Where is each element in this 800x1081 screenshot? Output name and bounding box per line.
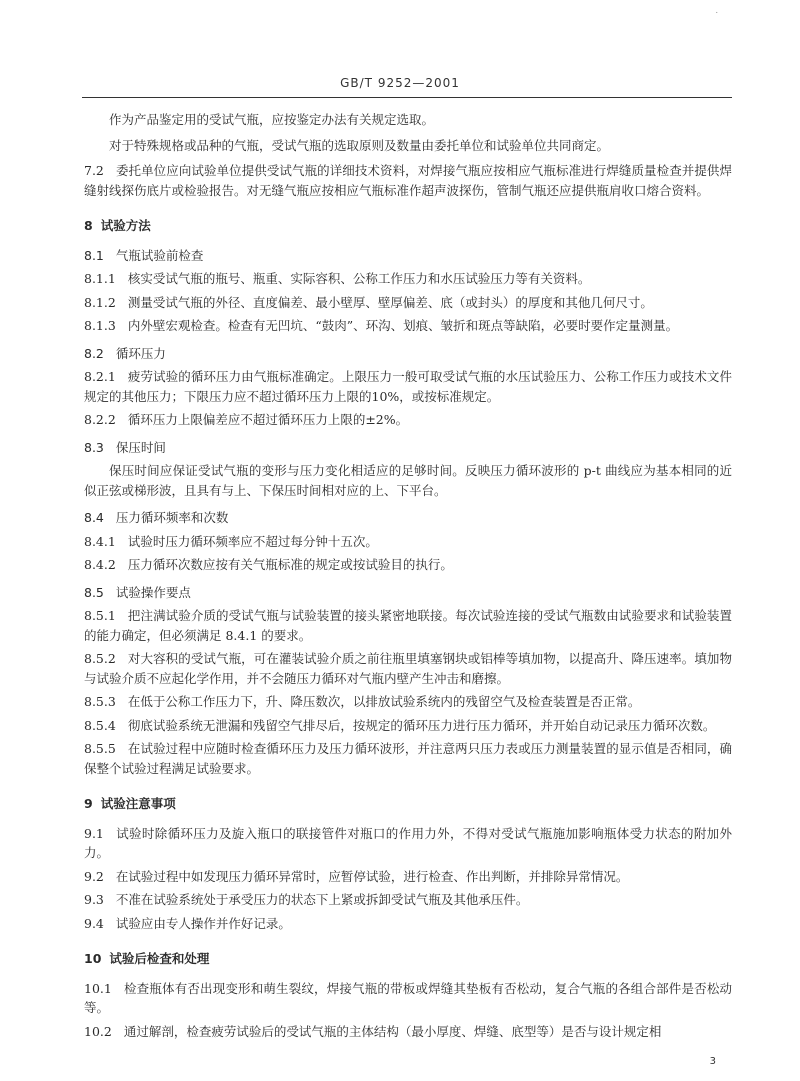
standard-number-header: GB/T 9252—2001	[340, 76, 460, 90]
clause-text: 把注满试验介质的受试气瓶与试验装置的接头紧密地联接。每次试验连接的受试气瓶数由试验要求和试验装置的能力确定，但必须满足 8.4.1 的要求。	[84, 608, 732, 643]
header-rule	[82, 97, 732, 98]
clause-text: 疲劳试验的循环压力由气瓶标准确定。上限压力一般可取受试气瓶的水压试验压力、公称工作压力或技术文件规定的其他压力；下限压力应不超过循环压力上限的10%，或按标准规定。	[84, 369, 732, 404]
clause-number: 10.1	[84, 980, 112, 996]
clause-number: 9.1	[84, 825, 104, 841]
clause-text: 试验时压力循环频率应不超过每分钟十五次。	[127, 533, 378, 549]
clause-number: 8.4.1	[84, 533, 116, 549]
page-number: 3	[709, 1056, 716, 1067]
paragraph: 作为产品鉴定用的受试气瓶，应按鉴定办法有关规定选取。	[109, 112, 435, 127]
clause-text: 试验应由专人操作并作好记录。	[115, 915, 291, 931]
clause	[84, 606, 732, 645]
clause	[84, 739, 732, 778]
clause-number: 8.1.1	[84, 271, 116, 286]
clause-number: 8.5.5	[84, 741, 116, 756]
clause-number: 8.2	[84, 345, 104, 361]
clause-number: 8.1	[84, 247, 104, 263]
clause	[84, 161, 732, 200]
clause-number: 8.5.1	[84, 608, 116, 623]
clause	[84, 692, 732, 712]
clause-text: 试验方法	[100, 218, 151, 233]
clause-text: 保压时间	[115, 439, 166, 455]
clause-text: 委托单位应向试验单位提供受试气瓶的详细技术资料，对焊接气瓶应按相应气瓶标准进行焊缝质量检查并提供焊缝射线探伤底片或检验报告。对无缝气瓶应按相应气瓶标准作超声波探伤，管制气瓶还应提供瓶肩收口熔合资料。	[84, 163, 732, 198]
clause	[84, 316, 732, 336]
clause	[84, 1022, 732, 1042]
clause	[84, 824, 732, 863]
clause	[84, 293, 732, 313]
clause-number: 8.5.3	[84, 694, 116, 709]
clause	[84, 649, 732, 688]
section-heading	[84, 949, 732, 969]
clause-text: 试验操作要点	[115, 584, 191, 600]
clause-text: 压力循环频率和次数	[115, 510, 229, 525]
clause-number: 9.2	[84, 868, 104, 884]
clause-text: 试验时除循环压力及旋入瓶口的联接管件对瓶口的作用力外，不得对受试气瓶施加影响瓶体受力状态的附加外力。	[84, 825, 732, 860]
clause	[84, 532, 732, 552]
document-body	[84, 110, 732, 1045]
clause-text: 循环压力	[115, 345, 166, 361]
clause-number: 8.3	[84, 439, 104, 455]
corner-mark: .	[715, 6, 718, 15]
clause-number: 8.2.2	[84, 412, 116, 427]
clause	[84, 555, 732, 575]
clause	[84, 979, 732, 1018]
clause-text: 在低于公称工作压力下，升、降压数次，以排放试验系统内的残留空气及检查装置是否正常。	[127, 694, 641, 709]
paragraph: 对于特殊规格或品种的气瓶，受试气瓶的选取原则及数量由委托单位和试验单位共同商定。	[109, 137, 610, 153]
clause-text: 试验注意事项	[100, 796, 176, 811]
clause-number: 8.1.2	[84, 294, 116, 310]
clause	[84, 367, 732, 406]
subsection-heading	[84, 583, 732, 603]
clause-number: 8.2.1	[84, 369, 116, 384]
clause	[84, 914, 732, 934]
clause-text: 内外壁宏观检查。检查有无凹坑、“鼓肉”、环沟、划痕、皱折和斑点等缺陷，必要时要作定量测量。	[127, 318, 679, 333]
clause-number: 9	[84, 796, 93, 811]
clause	[84, 269, 732, 289]
clause-number: 8.5.2	[84, 651, 116, 666]
clause	[84, 410, 732, 430]
clause-number: 8.4.2	[84, 557, 116, 572]
section-heading	[84, 794, 732, 814]
clause-text: 在试验过程中如发现压力循环异常时，应暂停试验，进行检查、作出判断，并排除异常情况。	[115, 868, 629, 884]
subsection-heading	[84, 508, 732, 528]
clause-text: 彻底试验系统无泄漏和残留空气排尽后，按规定的循环压力进行压力循环，并开始自动记录压力循环次数。	[127, 717, 716, 733]
clause-text: 压力循环次数应按有关气瓶标准的规定或按试验目的执行。	[127, 557, 453, 572]
clause-number: 7.2	[84, 163, 104, 178]
clause-number: 8	[84, 218, 93, 233]
subsection-heading	[84, 438, 732, 458]
paragraph: 保压时间应保证受试气瓶的变形与压力变化相适应的足够时间。反映压力循环波形的 p-t 曲线应为基本相同的近似正弦或梯形波，且具有与上、下保压时间相对应的上、下平台。	[84, 463, 732, 498]
clause	[84, 867, 732, 887]
clause-text: 循环压力上限偏差应不超过循环压力上限的±2%。	[127, 412, 409, 427]
clause-number: 8.4	[84, 510, 104, 525]
clause-number: 9.3	[84, 892, 104, 907]
clause-text: 试验后检查和处理	[109, 951, 210, 966]
clause-number: 9.4	[84, 915, 104, 931]
clause-number: 8.5	[84, 584, 104, 600]
clause-text: 不准在试验系统处于承受压力的状态下上紧或拆卸受试气瓶及其他承压件。	[115, 892, 529, 907]
clause-text: 核实受试气瓶的瓶号、瓶重、实际容积、公称工作压力和水压试验压力等有关资料。	[127, 271, 591, 286]
clause-number: 8.5.4	[84, 717, 116, 733]
clause-number: 8.1.3	[84, 318, 116, 333]
subsection-heading	[84, 344, 732, 364]
clause-number: 10.2	[84, 1023, 112, 1039]
clause-number: 10	[84, 951, 102, 966]
clause-text: 通过解剖，检查疲劳试验后的受试气瓶的主体结构（最小厚度、焊缝、底型等）是否与设计规定相	[123, 1023, 662, 1039]
clause-text: 对大容积的受试气瓶，可在灌装试验介质之前往瓶里填塞钢块或铝棒等填加物，以提高升、降压速率。填加物与试验介质不应起化学作用，并不会随压力循环对气瓶内壁产生冲击和磨擦。	[84, 651, 732, 686]
clause-text: 测量受试气瓶的外径、直度偏差、最小壁厚、壁厚偏差、底（或封头）的厚度和其他几何尺寸。	[127, 294, 653, 310]
clause-text: 检查瓶体有否出现变形和萌生裂纹，焊接气瓶的带板或焊缝其垫板有否松动，复合气瓶的各组合部件是否松动等。	[84, 980, 732, 1015]
clause-text: 在试验过程中应随时检查循环压力及压力循环波形，并注意两只压力表或压力测量装置的显示值是否相同，确保整个试验过程满足试验要求。	[84, 741, 732, 776]
subsection-heading	[84, 246, 732, 266]
clause	[84, 890, 732, 910]
clause-text: 气瓶试验前检查	[115, 247, 204, 263]
clause	[84, 716, 732, 736]
section-heading	[84, 216, 732, 236]
